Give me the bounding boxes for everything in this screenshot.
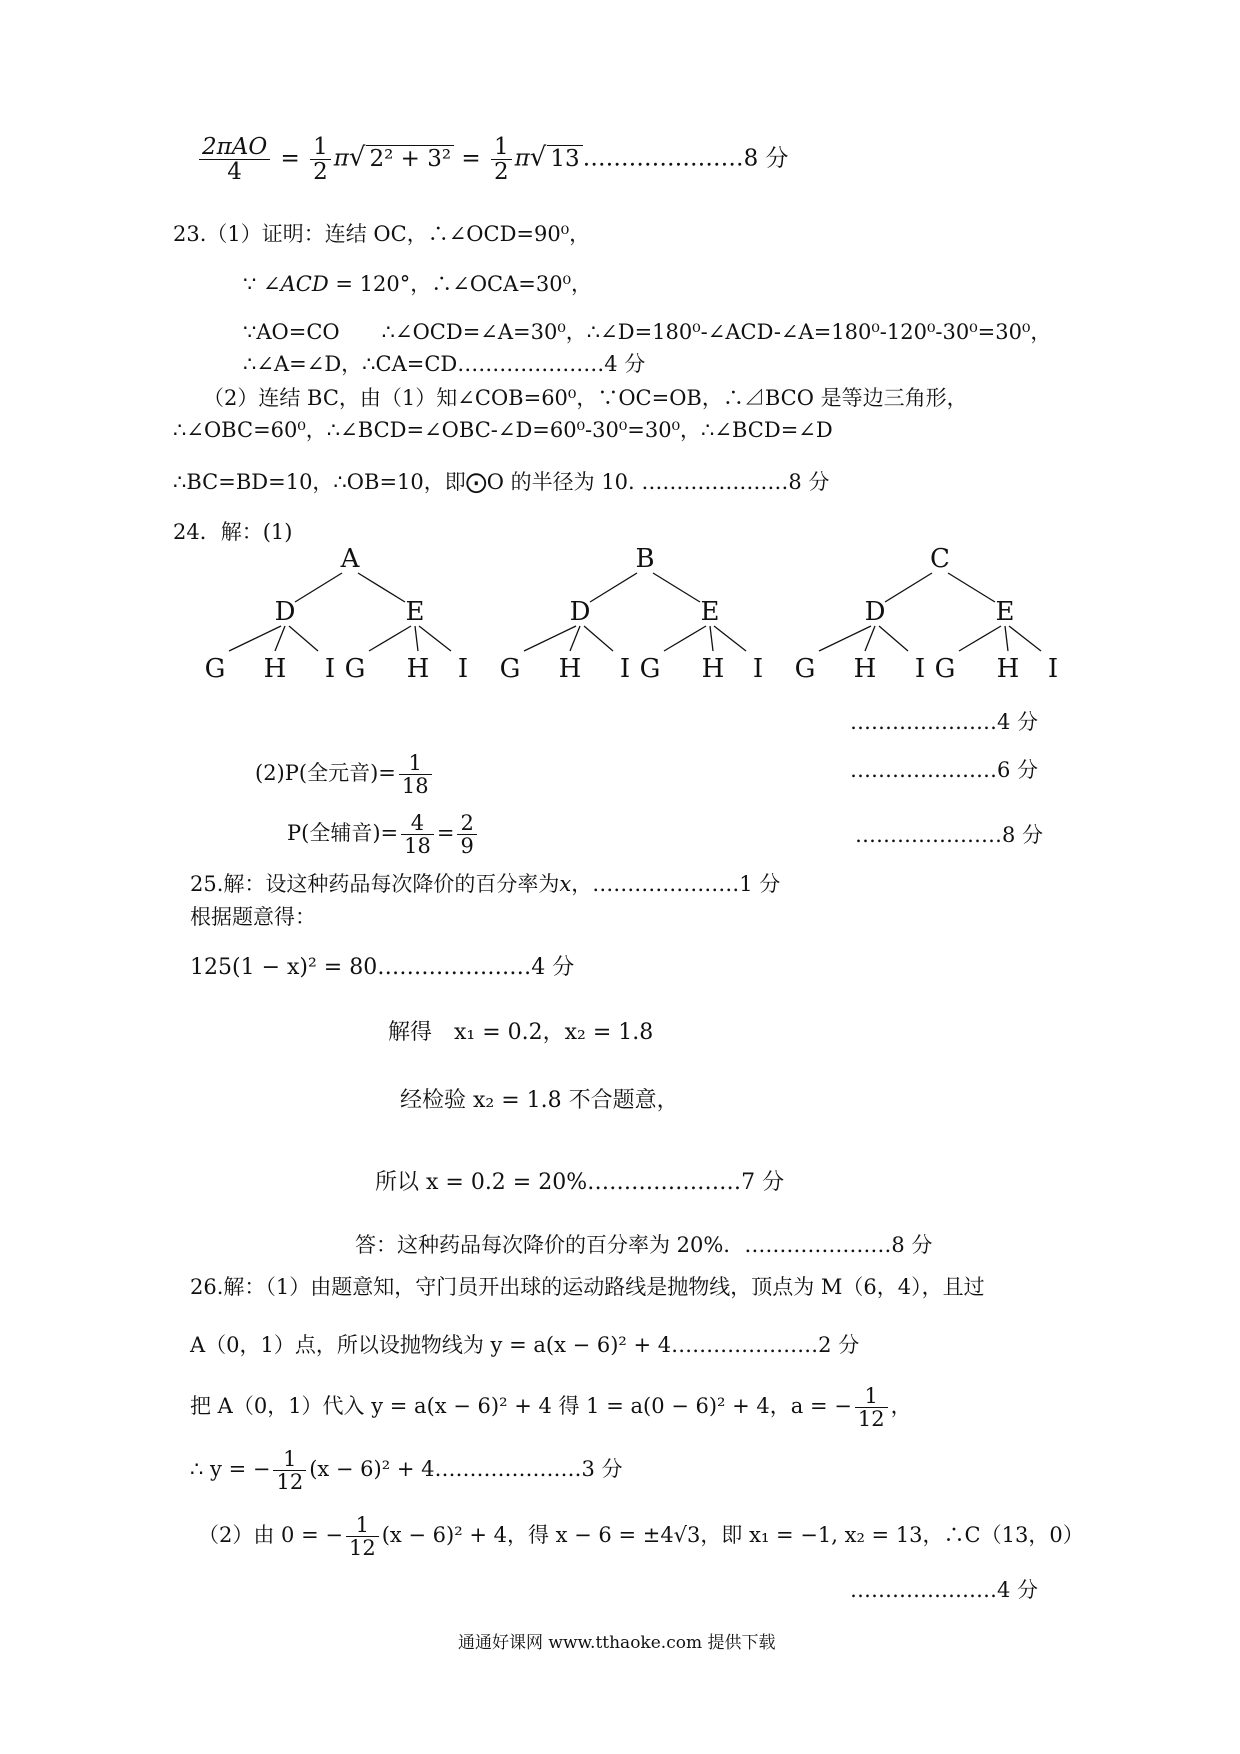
q24-line-1: 24．解：(1): [173, 520, 293, 544]
tree-leaf-label: G: [344, 654, 366, 684]
tree-edge: [584, 626, 613, 651]
fraction: $\frac{2}{9}$: [457, 812, 476, 857]
q25-line-1: 25.解：设这种药品每次降价的百分率为x，…………………1 分: [190, 872, 781, 896]
fraction: $\frac{1}{12}$: [346, 1514, 379, 1559]
formula-top: $\frac{\text{2πAO}}{4}$ = $\frac{1}{2}$ π√ 2² + 3² = $\frac{1}{2}$ π√ 13 …………………8 分: [196, 135, 789, 184]
q23-line-1: 23.（1）证明：连结 OC，∴∠OCD=90⁰，: [173, 222, 591, 246]
tree-root-label: B: [635, 545, 655, 574]
q23-line-5: （2）连结 BC，由（1）知∠COB=60⁰，∵OC=OB，∴⊿BCO 是等边三角形，: [203, 386, 968, 410]
q24-score-1: …………………4 分: [850, 710, 1039, 734]
q25-line-7: 答：这种药品每次降价的百分率为 20%．…………………8 分: [355, 1233, 933, 1257]
tree-edge: [885, 573, 932, 602]
q26-line-4: ∴ y = − $\frac{1}{12}$ (x − 6)² + 4…………………3 分: [190, 1447, 623, 1495]
page-footer: 通通好课网 www.tthaoke.com 提供下载: [458, 1633, 776, 1653]
tree-edge: [419, 626, 451, 651]
fraction: $\frac{1}{2}$: [491, 135, 512, 184]
q26-line-2: A（0，1）点，所以设抛物线为 y = a(x − 6)² + 4…………………2 分: [190, 1333, 860, 1357]
tree-leaf-label: I: [324, 654, 336, 684]
tree-edge: [590, 573, 637, 602]
tree-leaf-label: H: [406, 654, 430, 684]
tree-mid-label: E: [405, 597, 425, 627]
tree-leaf-label: G: [499, 654, 521, 684]
tree-mid-label: D: [274, 597, 296, 627]
tree-edge: [275, 626, 285, 651]
tree-leaf-label: I: [914, 654, 926, 684]
q25-line-4: 解得 x₁ = 0.2，x₂ = 1.8: [388, 1020, 654, 1045]
fraction: $\frac{1}{18}$: [399, 752, 432, 797]
tree-edge: [710, 626, 713, 651]
tree-edge: [959, 626, 1001, 651]
q26-line-3: 把 A（0，1）代入 y = a(x − 6)² + 4 得 1 = a(0 − 6)² + 4，a = − $\frac{1}{12}$ ，: [190, 1384, 912, 1432]
tree-edge: [653, 573, 700, 602]
q23-line-6: ∴∠OBC=60⁰，∴∠BCD=∠OBC-∠D=60⁰-30⁰=30⁰，∴∠BCD=∠D: [173, 418, 833, 442]
q23-line-3: ∵AO=CO ∴∠OCD=∠A=30⁰，∴∠D=180⁰-∠ACD-∠A=180⁰-120⁰-30⁰=30⁰，: [243, 320, 1052, 344]
tree-diagram: [200, 545, 1080, 695]
q24-prob-1: (2)P(全元音)= $\frac{1}{18}$: [255, 752, 435, 797]
tree-edge: [415, 626, 418, 651]
tree-leaf-label: H: [263, 654, 287, 684]
tree-leaf-label: I: [457, 654, 469, 684]
tree-edge: [229, 626, 281, 651]
tree-leaf-label: H: [701, 654, 725, 684]
tree-leaf-label: G: [934, 654, 956, 684]
tree-mid-label: D: [569, 597, 591, 627]
tree-edge: [358, 573, 405, 602]
q25-line-5: 经检验 x₂ = 1.8 不合题意，: [400, 1088, 679, 1113]
tree-edge: [1005, 626, 1008, 651]
q23-line-2: ∵ ∠ACD = 120°，∴∠OCA=30⁰，: [243, 272, 593, 296]
trees-group: [205, 545, 1059, 684]
tree-mid-label: E: [700, 597, 720, 627]
q24-prob-2: P(全辅音)= $\frac{4}{18}$ = $\frac{2}{9}$: [287, 812, 480, 857]
q25-line-3: 125(1 − x)² = 80…………………4 分: [190, 955, 575, 980]
tree-leaf-label: H: [996, 654, 1020, 684]
q26-score: …………………4 分: [850, 1578, 1039, 1602]
tree-mid-label: D: [864, 597, 886, 627]
tree-edge: [289, 626, 318, 651]
q24-score-2: …………………6 分: [850, 758, 1039, 782]
q26-line-5: （2）由 0 = − $\frac{1}{12}$ (x − 6)² + 4，得 x − 6 = ±4√3，即 x₁ = −1, x₂ = 13，∴C（13，0）: [198, 1513, 1084, 1561]
tree-edge: [369, 626, 411, 651]
fraction: $\frac{1}{12}$: [273, 1448, 306, 1493]
tree-edge: [295, 573, 342, 602]
tree-edge: [570, 626, 580, 651]
tree-leaf-label: I: [752, 654, 764, 684]
tree-edge: [714, 626, 746, 651]
fraction: $\frac{1}{12}$: [855, 1385, 888, 1430]
q23-line-4: ∴∠A=∠D，∴CA=CD…………………4 分: [243, 352, 646, 376]
tree-edge: [879, 626, 908, 651]
fraction: $\frac{4}{18}$: [401, 812, 434, 857]
tree-edge: [865, 626, 875, 651]
tree-edge: [819, 626, 871, 651]
q24-score-3: …………………8 分: [855, 823, 1044, 847]
fraction: $\frac{1}{2}$: [310, 135, 331, 184]
tree-root-label: C: [930, 545, 950, 574]
tree-edge: [1009, 626, 1041, 651]
tree-leaf-label: I: [619, 654, 631, 684]
q25-line-6: 所以 x = 0.2 = 20%…………………7 分: [375, 1170, 785, 1195]
tree-leaf-label: G: [639, 654, 661, 684]
tree-edge: [948, 573, 995, 602]
q23-line-7: ∴BC=BD=10，∴OB=10，即⨀O 的半径为 10. …………………8 分: [173, 470, 830, 494]
tree-edge: [524, 626, 576, 651]
tree-root-label: A: [340, 545, 360, 574]
q26-line-1: 26.解：（1）由题意知，守门员开出球的运动路线是抛物线，顶点为 M（6，4），且过: [190, 1275, 985, 1299]
tree-mid-label: E: [995, 597, 1015, 627]
fraction: $\frac{\text{2πAO}}{4}$: [199, 135, 270, 184]
tree-leaf-label: H: [853, 654, 877, 684]
tree-leaf-label: H: [558, 654, 582, 684]
tree-edge: [664, 626, 706, 651]
tree-leaf-label: I: [1047, 654, 1059, 684]
q25-line-2: 根据题意得：: [190, 905, 316, 929]
tree-leaf-label: G: [794, 654, 816, 684]
tree-leaf-label: G: [204, 654, 226, 684]
